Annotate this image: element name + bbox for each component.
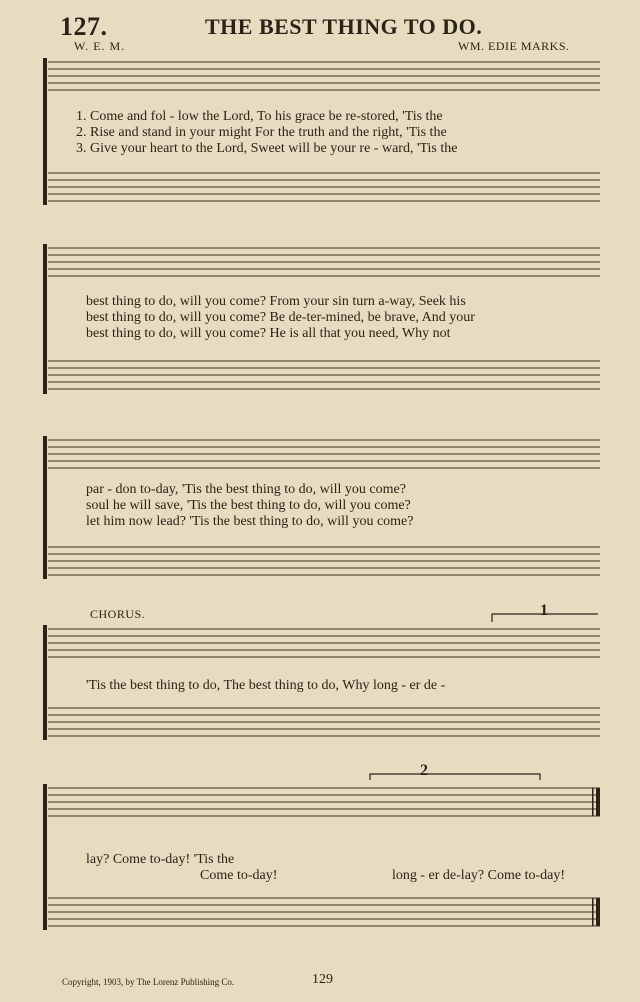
music-credit: WM. EDIE MARKS. xyxy=(458,39,570,53)
final-barline-bass-thick xyxy=(596,898,600,926)
bass-staff-4 xyxy=(48,708,600,736)
treble-staff-2 xyxy=(48,248,600,276)
hymn-title: THE BEST THING TO DO. xyxy=(205,14,483,39)
lyric-line: let him now lead? 'Tis the best thing to do, will you come? xyxy=(86,514,414,529)
copyright-notice: Copyright, 1903, by The Lorenz Publishing Co. xyxy=(62,977,235,987)
bass-staff-1 xyxy=(48,173,600,201)
final-barline-treble-thick xyxy=(596,788,600,816)
lyric-line: long - er de-lay? Come to-day! xyxy=(392,868,565,883)
system-brace-1 xyxy=(43,58,47,205)
bass-staff-3 xyxy=(48,547,600,575)
lyric-line: 1. Come and fol - low the Lord, To his grace be re-stored, 'Tis the xyxy=(76,109,443,124)
lyric-line: lay? Come to-day! 'Tis the xyxy=(86,852,235,867)
system-brace-2 xyxy=(43,244,47,394)
bass-staff-2 xyxy=(48,361,600,389)
lyric-line: 3. Give your heart to the Lord, Sweet will be your re - ward, 'Tis the xyxy=(76,141,458,156)
lyric-line: 'Tis the best thing to do, The best thing to do, Why long - er de - xyxy=(86,678,446,693)
second-ending-number: 2 xyxy=(420,762,428,779)
lyric-line: par - don to-day, 'Tis the best thing to do, will you come? xyxy=(86,482,406,497)
treble-staff-5 xyxy=(48,788,600,816)
bass-staff-5 xyxy=(48,898,600,926)
treble-staff-3 xyxy=(48,440,600,468)
treble-staff-1 xyxy=(48,62,600,90)
lyric-line: best thing to do, will you come? He is all that you need, Why not xyxy=(86,326,451,341)
page-number: 129 xyxy=(312,972,333,987)
system-brace-3 xyxy=(43,436,47,579)
lyric-line: Come to-day! xyxy=(200,868,278,883)
lyric-line: soul he will save, 'Tis the best thing to do, will you come? xyxy=(86,498,411,513)
final-barline-bass xyxy=(592,898,594,926)
system-brace-4 xyxy=(43,625,47,740)
first-ending-number: 1 xyxy=(540,602,548,619)
lyric-line: 2. Rise and stand in your might For the truth and the right, 'Tis the xyxy=(76,125,447,140)
final-barline-treble xyxy=(592,788,594,816)
second-ending-bracket xyxy=(370,774,540,780)
chorus-label: CHORUS. xyxy=(90,607,146,621)
words-credit: W. E. M. xyxy=(74,39,126,53)
lyric-line: best thing to do, will you come? Be de-ter-mined, be brave, And your xyxy=(86,310,475,325)
system-brace-5 xyxy=(43,784,47,930)
lyric-line: best thing to do, will you come? From your sin turn a-way, Seek his xyxy=(86,294,466,309)
hymn-number: 127. xyxy=(60,12,108,41)
treble-staff-4 xyxy=(48,629,600,657)
